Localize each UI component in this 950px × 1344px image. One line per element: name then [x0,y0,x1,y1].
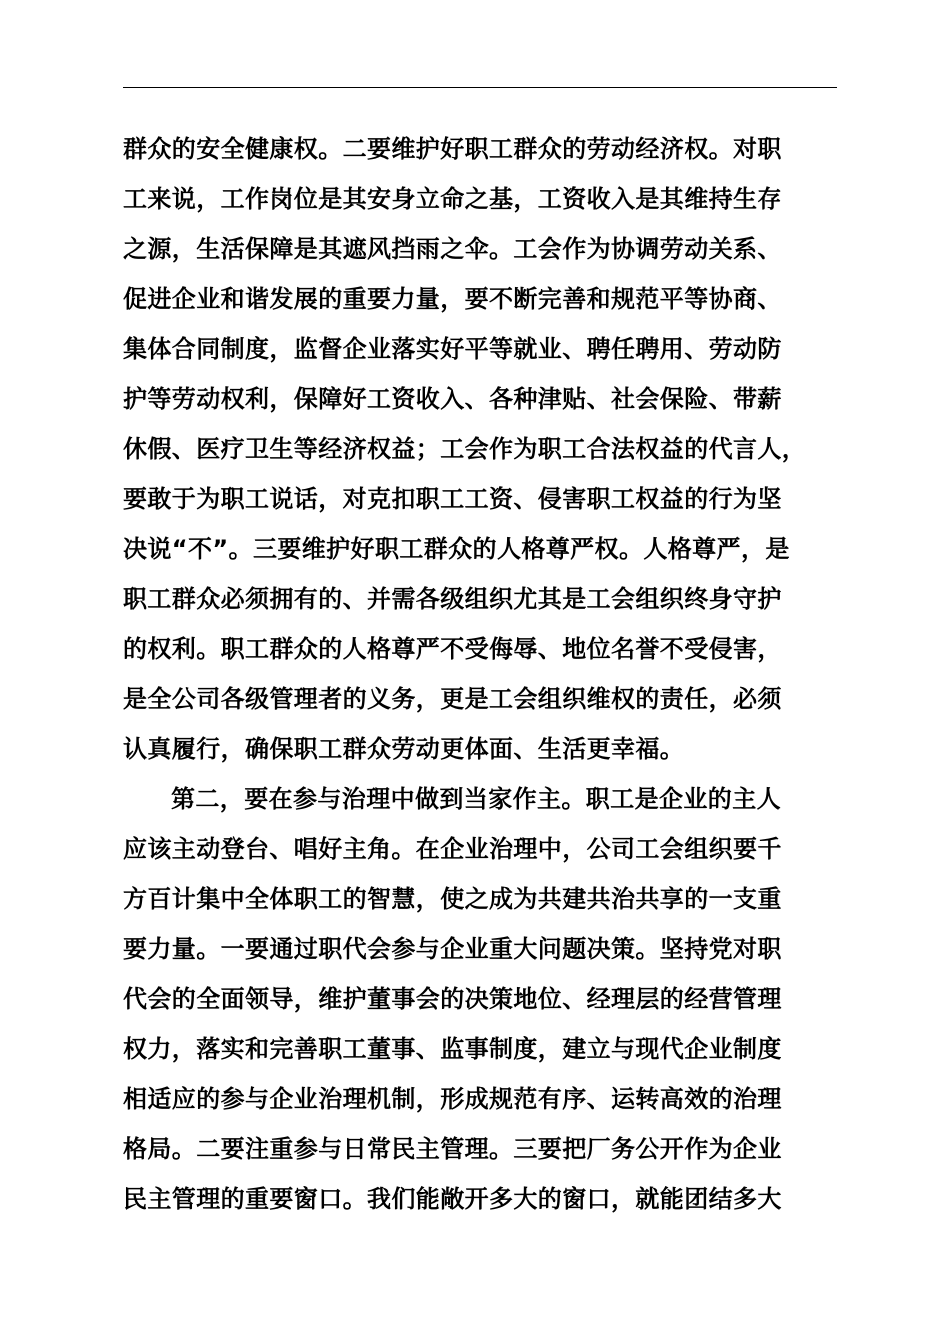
text-line: 决说“不”。三要维护好职工群众的人格尊严权。人格尊严，是 [123,535,790,563]
text-line: 要力量。一要通过职代会参与企业重大问题决策。坚持党对职 [123,935,782,963]
text-line: 民主管理的重要窗口。我们能敞开多大的窗口，就能团结多大 [123,1185,782,1213]
text-line: 方百计集中全体职工的智慧，使之成为共建共治共享的一支重 [123,885,782,913]
text-line: 护等劳动权利，保障好工资收入、各种津贴、社会保险、带薪 [123,385,782,413]
header-rule [123,87,837,88]
paragraph-start-line: 第二，要在参与治理中做到当家作主。职工是企业的主人 [171,785,781,813]
text-line: 群众的安全健康权。二要维护好职工群众的劳动经济权。对职 [123,135,782,163]
text-line: 休假、医疗卫生等经济权益；工会作为职工合法权益的代言人， [123,435,807,463]
text-line: 集体合同制度，监督企业落实好平等就业、聘任聘用、劳动防 [123,335,782,363]
text-line: 促进企业和谐发展的重要力量，要不断完善和规范平等协商、 [123,285,782,313]
text-line: 职工群众必须拥有的、并需各级组织尤其是工会组织终身守护 [123,585,782,613]
text-line: 代会的全面领导，维护董事会的决策地位、经理层的经营管理 [123,985,782,1013]
text-line: 要敢于为职工说话，对克扣职工工资、侵害职工权益的行为坚 [123,485,782,513]
text-line: 权力，落实和完善职工董事、监事制度，建立与现代企业制度 [123,1035,782,1063]
text-line: 之源，生活保障是其遮风挡雨之伞。工会作为协调劳动关系、 [123,235,782,263]
text-line: 是全公司各级管理者的义务，更是工会组织维权的责任，必须 [123,685,782,713]
text-line: 工来说，工作岗位是其安身立命之基，工资收入是其维持生存 [123,185,782,213]
text-line: 认真履行，确保职工群众劳动更体面、生活更幸福。 [123,735,685,763]
text-line: 应该主动登台、唱好主角。在企业治理中，公司工会组织要千 [123,835,782,863]
text-line: 格局。二要注重参与日常民主管理。三要把厂务公开作为企业 [123,1135,782,1163]
text-line: 相适应的参与企业治理机制，形成规范有序、运转高效的治理 [123,1085,782,1113]
text-line: 的权利。职工群众的人格尊严不受侮辱、地位名誉不受侵害， [123,635,782,663]
